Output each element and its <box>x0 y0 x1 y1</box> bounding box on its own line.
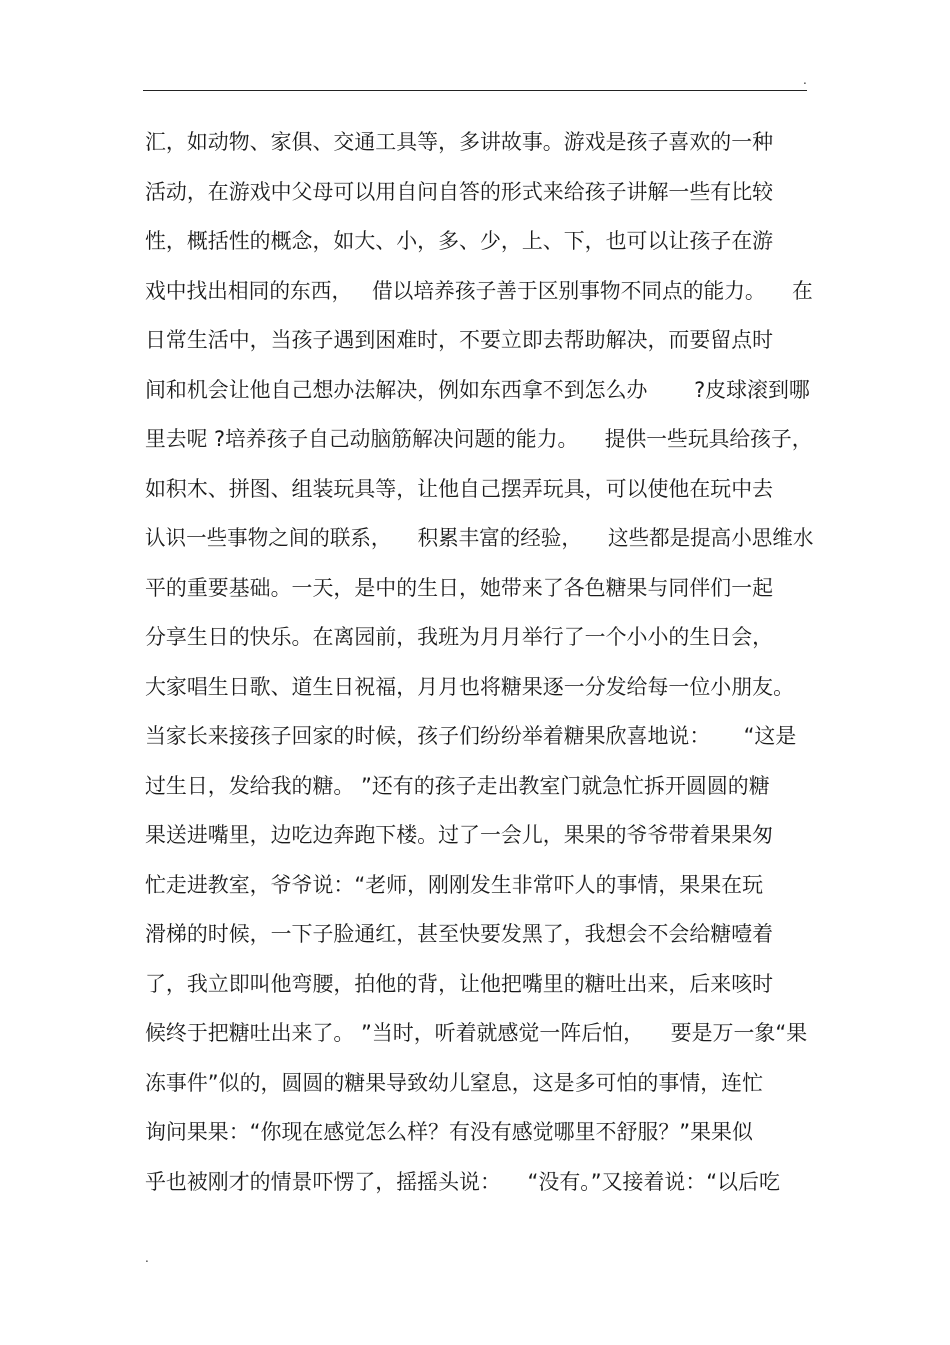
footer-dot: . <box>145 1251 149 1265</box>
text-line: 汇，如动物、家俱、交通工具等，多讲故事。游戏是孩子喜欢的一种 <box>145 130 774 154</box>
text-line: 了，我立即叫他弯腰，拍他的背，让他把嘴里的糖吐出来，后来咳时 <box>145 971 774 996</box>
text-line: 认识一些事物之间的联系， 积累丰富的经验， 这些都是提高小思维水 <box>145 526 814 550</box>
text-line: 忙走进教室，爷爷说：“老师，刚刚发生非常吓人的事情，果果在玩 <box>145 872 764 897</box>
text-line: 滑梯的时候，一下子脸通红，甚至快要发黑了，我想会不会给糖噎着 <box>145 922 774 946</box>
text-line: 平的重要基础。一天，是中的生日，她带来了各色糖果与同伴们一起 <box>145 575 774 600</box>
text-line: 戏中找出相同的东西， 借以培养孩子善于区别事物不同点的能力。 在 <box>145 278 813 303</box>
text-line: 如积木、拼图、组装玩具等，让他自己摆弄玩具，可以使他在玩中去 <box>145 476 774 501</box>
text-line: 冻事件”似的，圆圆的糖果导致幼儿窒息，这是多可怕的事情，连忙 <box>145 1070 764 1095</box>
text-line: 性，概括性的概念，如大、小，多、少，上、下，也可以让孩子在游 <box>145 229 774 253</box>
text-line: 间和机会让他自己想办法解决，例如东西拿不到怎么办 ?皮球滚到哪 <box>145 377 810 402</box>
text-line: 日常生活中，当孩子遇到困难时，不要立即去帮助解决，而要留点时 <box>145 328 774 352</box>
header-dot: . <box>803 73 807 87</box>
text-line: 过生日，发给我的糖。 ”还有的孩子走出教室门就急忙拆开圆圆的糖 <box>145 773 770 798</box>
text-line: 分享生日的快乐。在离园前，我班为月月举行了一个小小的生日会， <box>145 625 774 649</box>
header-rule <box>143 90 807 91</box>
text-line: 大家唱生日歌、道生日祝福，月月也将糖果逐一分发给每一位小朋友。 <box>145 674 795 699</box>
text-line: 乎也被刚才的情景吓愣了，摇摇头说： “没有。”又接着说：“以后吃 <box>145 1169 780 1194</box>
text-line: 果送进嘴里，边吃边奔跑下楼。过了一会儿，果果的爷爷带着果果匆 <box>145 823 774 847</box>
text-line: 里去呢 ?培养孩子自己动脑筋解决问题的能力。 提供一些玩具给孩子， <box>145 427 813 451</box>
text-line: 候终于把糖吐出来了。 ”当时，听着就感觉一阵后怕， 要是万一象“果 <box>145 1021 808 1045</box>
text-line: 活动，在游戏中父母可以用自问自答的形式来给孩子讲解一些有比较 <box>145 179 774 204</box>
text-line: 当家长来接孩子回家的时候，孩子们纷纷举着糖果欣喜地说： “这是 <box>145 724 797 748</box>
text-line: 询问果果：“你现在感觉怎么样？有没有感觉哪里不舒服？”果果似 <box>145 1120 753 1144</box>
body-text <box>145 118 815 1207</box>
